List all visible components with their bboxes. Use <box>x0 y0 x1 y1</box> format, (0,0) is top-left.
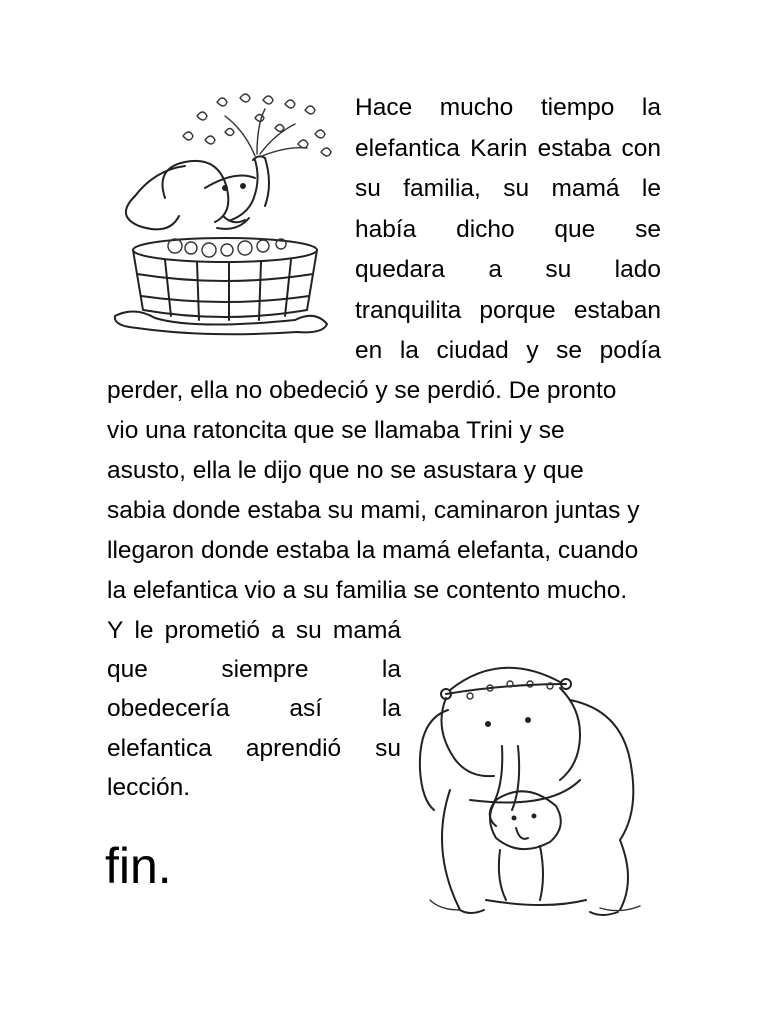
story-line-10: asusto, ella le dijo que no se asustara y que <box>107 457 584 484</box>
story-ending: fin. <box>105 838 172 894</box>
story-line-4: había dicho que se <box>355 216 661 243</box>
story-line-1: Hace mucho tiempo la <box>355 94 661 121</box>
baby-elephant-bathtub-illustration <box>105 88 335 338</box>
story-line-18: lección. <box>107 774 191 801</box>
story-line-17: elefantica aprendió su <box>107 735 401 762</box>
story-line-8: perder, ella no obedeció y se perdió. De pronto <box>107 377 617 404</box>
story-line-14: Y le prometió a su mamá <box>107 617 401 644</box>
story-line-11: sabia donde estaba su mami, caminaron juntas y <box>107 497 640 524</box>
story-line-7: en la ciudad y se podía <box>355 337 661 364</box>
story-line-16: obedecería así la <box>107 695 401 722</box>
story-line-12: llegaron donde estaba la mamá elefanta, cuando <box>107 537 639 564</box>
story-line-3: su familia, su mamá le <box>355 175 661 202</box>
story-line-6: tranquilita porque estaban <box>355 297 661 324</box>
story-line-9: vio una ratoncita que se llamaba Trini y se <box>107 417 565 444</box>
story-line-15: que siempre la <box>107 656 401 683</box>
story-line-13: la elefantica vio a su familia se contento mucho. <box>107 577 628 604</box>
story-line-2: elefantica Karin estaba con <box>355 135 661 162</box>
story-line-5: quedara a su lado <box>355 256 661 283</box>
mother-elephant-illustration <box>410 650 660 920</box>
